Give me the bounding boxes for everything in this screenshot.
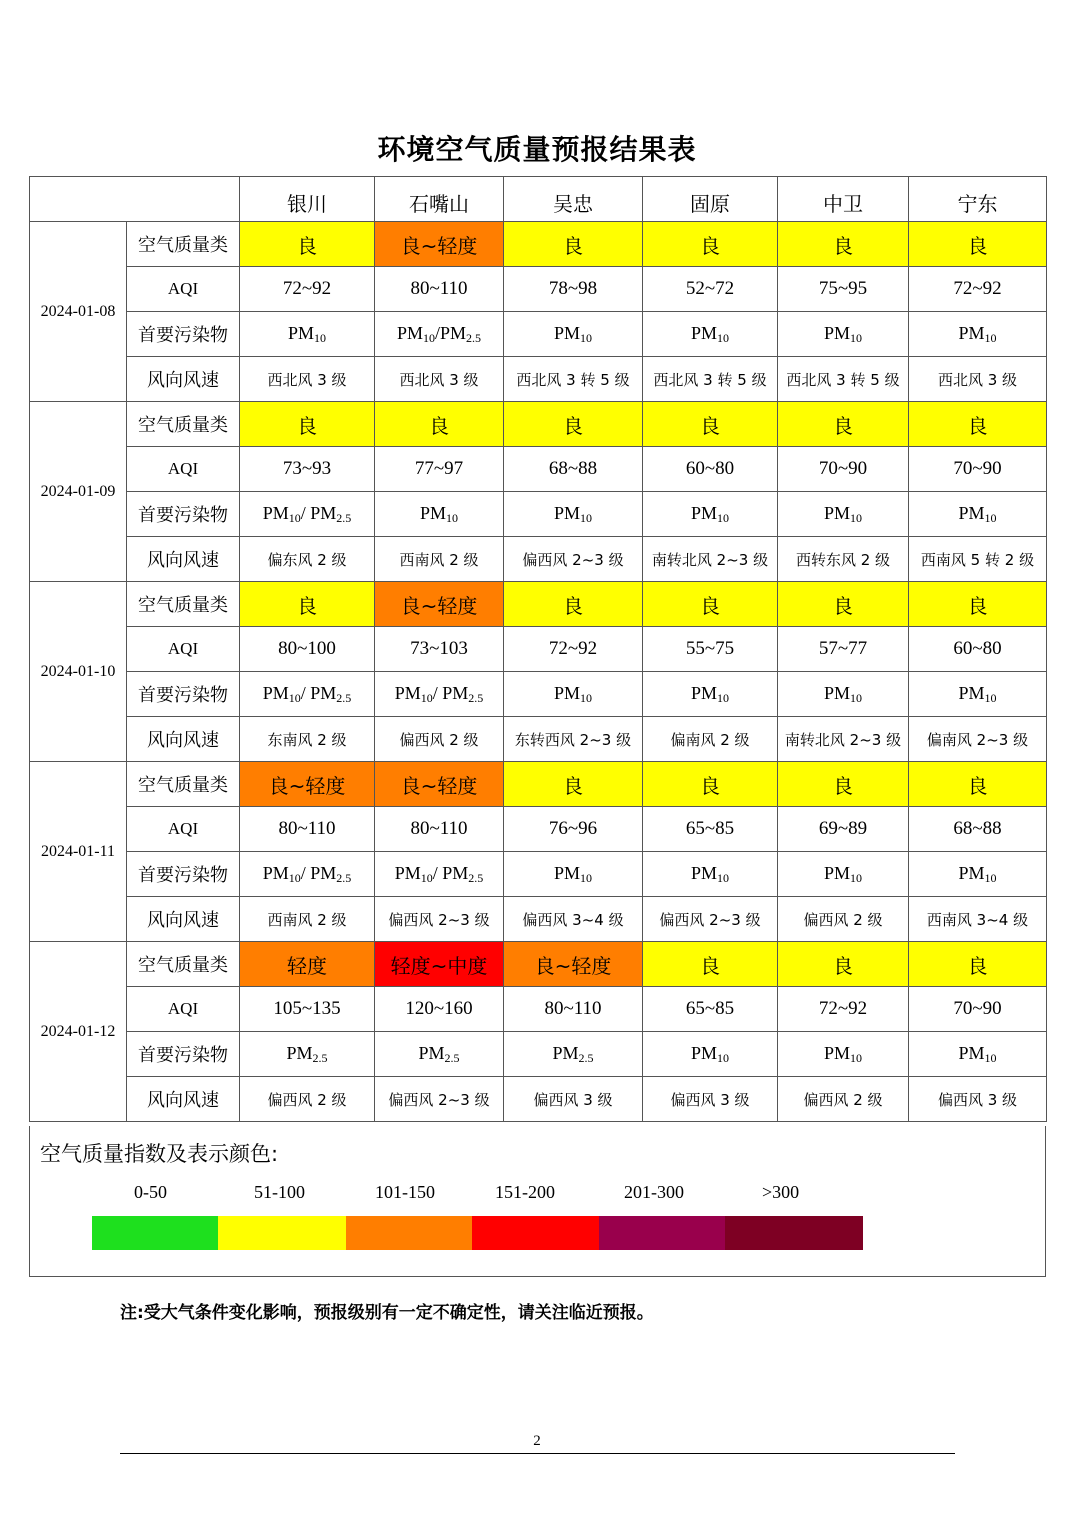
wind-cell: 西北风 3 转 5 级 [778,357,909,402]
forecast-row-wind [30,717,1047,762]
aqi-range-cell: 72~92 [504,627,643,672]
forecast-row-aqi [30,627,1047,672]
city-header: 石嘴山 [375,177,504,222]
aqi-range-cell: 120~160 [375,987,504,1032]
wind-cell: 西南风 2 级 [375,537,504,582]
aqi-range-cell: 60~80 [643,447,778,492]
air-quality-level-cell: 良 [643,942,778,987]
air-quality-level-cell: 良 [643,762,778,807]
city-header: 银川 [240,177,375,222]
primary-pollutant-cell: $PM_{10}/$ $PM_{2.5}$ [240,492,375,537]
primary-pollutant-cell: $PM_{10}/PM_{2.5}$ [375,312,504,357]
row-label-pollutant: 首要污染物 [127,312,240,357]
row-label-quality: 空气质量类 [127,762,240,807]
forecast-date: 2024-01-08 [30,222,127,402]
wind-cell: 偏西风 3~4 级 [504,897,643,942]
wind-cell: 西南风 3~4 级 [909,897,1047,942]
aqi-range-cell: 80~110 [504,987,643,1032]
forecast-row-quality [30,222,1047,267]
wind-cell: 西转东风 2 级 [778,537,909,582]
primary-pollutant-cell: $PM_{10}/$ $PM_{2.5}$ [375,672,504,717]
primary-pollutant-cell: $PM_{10}$ [643,492,778,537]
forecast-date: 2024-01-11 [30,762,127,942]
primary-pollutant-cell: $PM_{2.5}$ [240,1032,375,1077]
air-quality-level-cell: 良 [240,582,375,627]
air-quality-level-cell: 良 [643,582,778,627]
row-label-aqi: AQI [127,987,240,1032]
aqi-range-cell: 72~92 [778,987,909,1032]
primary-pollutant-cell: $PM_{10}$ [909,492,1047,537]
primary-pollutant-cell: $PM_{10}$ [643,312,778,357]
aqi-range-cell: 75~95 [778,267,909,312]
wind-cell: 偏南风 2 级 [643,717,778,762]
forecast-row-wind [30,1077,1047,1122]
forecast-row-pollutant [30,312,1047,357]
row-label-aqi: AQI [127,447,240,492]
aqi-range-cell: 76~96 [504,807,643,852]
air-quality-level-cell: 良 [504,582,643,627]
wind-cell: 偏西风 2 级 [375,717,504,762]
wind-cell: 南转北风 2~3 级 [778,717,909,762]
row-label-quality: 空气质量类 [127,402,240,447]
primary-pollutant-cell: $PM_{2.5}$ [375,1032,504,1077]
row-label-quality: 空气质量类 [127,222,240,267]
legend-swatch-red [472,1216,599,1250]
air-quality-level-cell: 轻度~中度 [375,942,504,987]
aqi-range-cell: 70~90 [909,447,1047,492]
forecast-row-pollutant [30,672,1047,717]
forecast-table [29,176,1047,1122]
air-quality-level-cell: 良 [240,402,375,447]
footer-divider [120,1453,955,1454]
row-label-wind: 风向风速 [127,537,240,582]
row-label-pollutant: 首要污染物 [127,672,240,717]
aqi-range-cell: 80~100 [240,627,375,672]
legend-range-label: 101-150 [375,1182,435,1202]
primary-pollutant-cell: $PM_{10}$ [240,312,375,357]
wind-cell: 偏东风 2 级 [240,537,375,582]
row-label-pollutant: 首要污染物 [127,492,240,537]
row-label-quality: 空气质量类 [127,942,240,987]
air-quality-level-cell: 良 [778,942,909,987]
aqi-range-cell: 73~93 [240,447,375,492]
legend-range-label: 0-50 [134,1182,167,1202]
primary-pollutant-cell: $PM_{10}$ [375,492,504,537]
primary-pollutant-cell: $PM_{10}$ [643,852,778,897]
city-header: 中卫 [778,177,909,222]
legend-swatch-yellow [218,1216,346,1250]
air-quality-level-cell: 良 [909,942,1047,987]
aqi-range-cell: 68~88 [909,807,1047,852]
row-label-wind: 风向风速 [127,1077,240,1122]
air-quality-level-cell: 良 [909,582,1047,627]
aqi-range-cell: 80~110 [240,807,375,852]
row-label-aqi: AQI [127,627,240,672]
forecast-row-aqi [30,447,1047,492]
primary-pollutant-cell: $PM_{10}/$ $PM_{2.5}$ [375,852,504,897]
primary-pollutant-cell: $PM_{10}$ [643,672,778,717]
primary-pollutant-cell: $PM_{2.5}$ [504,1032,643,1077]
primary-pollutant-cell: $PM_{10}$ [909,672,1047,717]
aqi-range-cell: 78~98 [504,267,643,312]
wind-cell: 偏西风 2 级 [240,1077,375,1122]
wind-cell: 东转西风 2~3 级 [504,717,643,762]
disclaimer-note: 注:受大气条件变化影响，预报级别有一定不确定性，请关注临近预报。 [120,1303,654,1323]
air-quality-level-cell: 良~轻度 [504,942,643,987]
row-label-quality: 空气质量类 [127,582,240,627]
wind-cell: 西北风 3 转 5 级 [643,357,778,402]
wind-cell: 西北风 3 级 [240,357,375,402]
legend-range-label: 201-300 [624,1182,684,1202]
air-quality-level-cell: 良 [909,402,1047,447]
air-quality-level-cell: 良 [375,402,504,447]
forecast-row-quality [30,762,1047,807]
legend-range-label: >300 [762,1182,800,1202]
forecast-row-wind [30,897,1047,942]
air-quality-level-cell: 良~轻度 [240,762,375,807]
air-quality-level-cell: 良 [504,762,643,807]
aqi-range-cell: 72~92 [240,267,375,312]
header-row [30,177,1047,222]
aqi-range-cell: 60~80 [909,627,1047,672]
primary-pollutant-cell: $PM_{10}$ [504,852,643,897]
wind-cell: 偏西风 2 级 [778,1077,909,1122]
aqi-range-cell: 57~77 [778,627,909,672]
air-quality-level-cell: 良~轻度 [375,222,504,267]
row-label-wind: 风向风速 [127,897,240,942]
forecast-row-pollutant [30,852,1047,897]
air-quality-level-cell: 良 [778,222,909,267]
city-header: 宁东 [909,177,1047,222]
primary-pollutant-cell: $PM_{10}$ [909,312,1047,357]
legend-range-label: 51-100 [254,1182,305,1202]
wind-cell: 南转北风 2~3 级 [643,537,778,582]
wind-cell: 偏西风 3 级 [909,1077,1047,1122]
legend-swatch-maroon [725,1216,863,1250]
legend-swatch-orange [346,1216,472,1250]
wind-cell: 偏西风 2 级 [778,897,909,942]
forecast-row-quality [30,582,1047,627]
air-quality-level-cell: 良 [909,762,1047,807]
air-quality-level-cell: 良 [504,222,643,267]
aqi-range-cell: 73~103 [375,627,504,672]
air-quality-level-cell: 良 [778,402,909,447]
legend-range-label: 151-200 [495,1182,555,1202]
wind-cell: 偏西风 3 级 [643,1077,778,1122]
legend-title: 空气质量指数及表示颜色: [40,1142,279,1166]
forecast-row-wind [30,357,1047,402]
wind-cell: 偏西风 2~3 级 [375,1077,504,1122]
row-label-wind: 风向风速 [127,357,240,402]
forecast-row-wind [30,537,1047,582]
aqi-range-cell: 65~85 [643,807,778,852]
aqi-range-cell: 68~88 [504,447,643,492]
primary-pollutant-cell: $PM_{10}$ [778,492,909,537]
air-quality-level-cell: 轻度 [240,942,375,987]
primary-pollutant-cell: $PM_{10}$ [778,312,909,357]
forecast-row-aqi [30,807,1047,852]
primary-pollutant-cell: $PM_{10}$ [643,1032,778,1077]
air-quality-level-cell: 良 [240,222,375,267]
aqi-range-cell: 70~90 [778,447,909,492]
primary-pollutant-cell: $PM_{10}$ [504,492,643,537]
primary-pollutant-cell: $PM_{10}$ [909,1032,1047,1077]
aqi-range-cell: 55~75 [643,627,778,672]
city-header: 吴忠 [504,177,643,222]
air-quality-level-cell: 良 [643,402,778,447]
row-label-pollutant: 首要污染物 [127,852,240,897]
forecast-row-pollutant [30,1032,1047,1077]
air-quality-level-cell: 良 [504,402,643,447]
wind-cell: 偏西风 2~3 级 [504,537,643,582]
aqi-range-cell: 77~97 [375,447,504,492]
primary-pollutant-cell: $PM_{10}/$ $PM_{2.5}$ [240,672,375,717]
primary-pollutant-cell: $PM_{10}$ [778,852,909,897]
forecast-date: 2024-01-09 [30,402,127,582]
legend-swatch-purple [599,1216,725,1250]
report-title: 环境空气质量预报结果表 [377,133,697,166]
wind-cell: 西北风 3 转 5 级 [504,357,643,402]
forecast-row-aqi [30,267,1047,312]
aqi-range-cell: 80~110 [375,267,504,312]
aqi-range-cell: 52~72 [643,267,778,312]
city-header: 固原 [643,177,778,222]
air-quality-level-cell: 良 [778,762,909,807]
forecast-date: 2024-01-10 [30,582,127,762]
wind-cell: 偏西风 3 级 [504,1077,643,1122]
aqi-range-cell: 105~135 [240,987,375,1032]
aqi-range-cell: 70~90 [909,987,1047,1032]
legend-swatch-green [92,1216,218,1250]
wind-cell: 偏西风 2~3 级 [643,897,778,942]
wind-cell: 东南风 2 级 [240,717,375,762]
primary-pollutant-cell: $PM_{10}$ [778,1032,909,1077]
primary-pollutant-cell: $PM_{10}/$ $PM_{2.5}$ [240,852,375,897]
aqi-color-legend [29,1126,1046,1277]
forecast-row-quality [30,942,1047,987]
primary-pollutant-cell: $PM_{10}$ [778,672,909,717]
air-quality-level-cell: 良 [778,582,909,627]
wind-cell: 偏西风 2~3 级 [375,897,504,942]
wind-cell: 偏南风 2~3 级 [909,717,1047,762]
wind-cell: 西北风 3 级 [375,357,504,402]
aqi-range-cell: 72~92 [909,267,1047,312]
air-quality-level-cell: 良~轻度 [375,582,504,627]
air-quality-level-cell: 良 [643,222,778,267]
aqi-range-cell: 80~110 [375,807,504,852]
row-label-aqi: AQI [127,807,240,852]
page-number: 2 [533,1433,541,1449]
primary-pollutant-cell: $PM_{10}$ [909,852,1047,897]
aqi-range-cell: 69~89 [778,807,909,852]
forecast-row-aqi [30,987,1047,1032]
forecast-row-quality [30,402,1047,447]
wind-cell: 西南风 5 转 2 级 [909,537,1047,582]
row-label-aqi: AQI [127,267,240,312]
wind-cell: 西南风 2 级 [240,897,375,942]
header-corner-cell [30,177,240,222]
row-label-pollutant: 首要污染物 [127,1032,240,1077]
primary-pollutant-cell: $PM_{10}$ [504,312,643,357]
forecast-row-pollutant [30,492,1047,537]
row-label-wind: 风向风速 [127,717,240,762]
aqi-range-cell: 65~85 [643,987,778,1032]
air-quality-level-cell: 良 [909,222,1047,267]
wind-cell: 西北风 3 级 [909,357,1047,402]
primary-pollutant-cell: $PM_{10}$ [504,672,643,717]
forecast-date: 2024-01-12 [30,942,127,1122]
air-quality-level-cell: 良~轻度 [375,762,504,807]
